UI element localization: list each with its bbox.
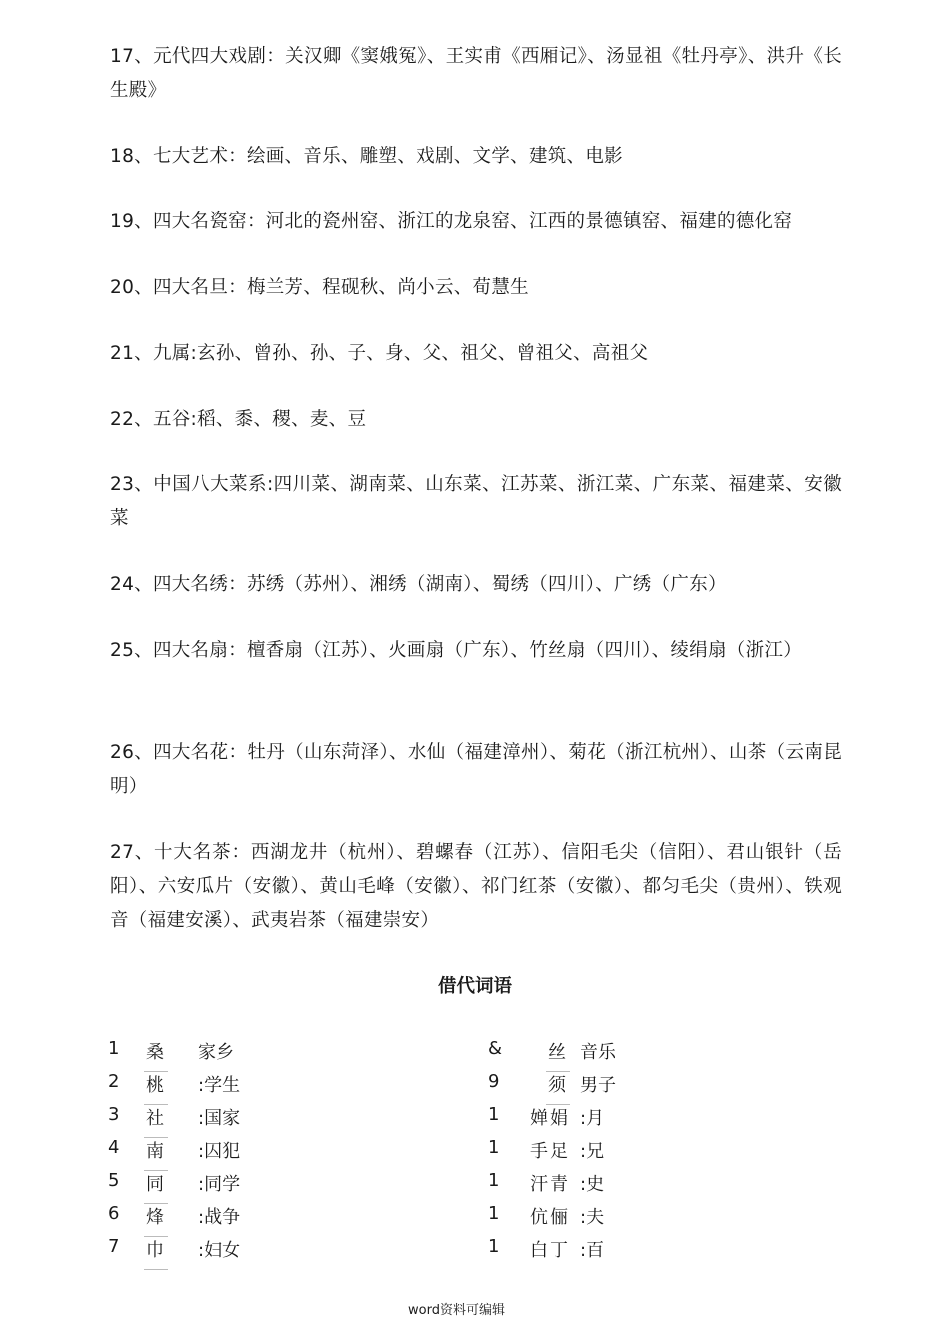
list-item (488, 1104, 788, 1137)
list-item (488, 1170, 788, 1203)
entry-18: 18、七大艺术：绘画、音乐、雕塑、戏剧、文学、建筑、电影 (110, 146, 623, 167)
list-item (108, 1038, 408, 1071)
list-item (108, 1170, 408, 1203)
entry-21: 21、九属:玄孙、曾孙、孙、子、身、父、祖父、曾祖父、高祖父 (110, 343, 649, 364)
item-meaning: 男子 (580, 1075, 616, 1096)
section-title: 借代词语 (437, 976, 512, 997)
entry-19: 19、四大名瓷窑：河北的瓷州窑、浙江的龙泉窑、江西的景德镇窑、福建的德化窑 (110, 211, 793, 232)
entry-26: 26、四大名花：牡丹（山东菏泽）、水仙（福建漳州）、菊花（浙江杭州）、山茶（云南昆明） (110, 742, 842, 797)
metonymy-list-right (488, 1038, 788, 1269)
list-item (108, 1137, 408, 1170)
list-item (488, 1203, 788, 1236)
item-meaning: :战争 (198, 1207, 241, 1228)
item-number: 4 (108, 1137, 120, 1158)
list-item (108, 1104, 408, 1137)
item-number: 1 (488, 1203, 500, 1224)
entry-27: 27、十大名茶：西湖龙井（杭州）、碧螺春（江苏）、信阳毛尖（信阳）、君山银针（岳阳）、六安瓜片（安徽）、黄山毛峰（安徽）、祁门红茶（安徽）、都匀毛尖（贵州）、铁观音（福建安溪）、武夷岩茶（福建崇安） (110, 842, 842, 931)
item-number: 1 (488, 1104, 500, 1125)
item-number: 7 (108, 1236, 120, 1257)
item-meaning: :学生 (198, 1075, 241, 1096)
list-item (488, 1236, 788, 1269)
item-word: 须 (548, 1071, 568, 1097)
item-word: 桑 (146, 1038, 166, 1064)
item-meaning: :同学 (198, 1174, 241, 1195)
entry-22: 22、五谷:稻、黍、稷、麦、豆 (110, 409, 367, 430)
item-word: 烽 (146, 1203, 166, 1229)
item-word: 丝 (548, 1038, 568, 1064)
item-number: 5 (108, 1170, 120, 1191)
item-meaning: :史 (580, 1174, 605, 1195)
item-number: 6 (108, 1203, 120, 1224)
item-word: 白丁 (530, 1240, 570, 1261)
item-word: 巾 (146, 1236, 166, 1262)
item-number: 1 (488, 1236, 500, 1257)
item-meaning: :囚犯 (198, 1141, 241, 1162)
item-word: 桃 (146, 1071, 166, 1097)
item-number: 2 (108, 1071, 120, 1092)
item-number: 1 (488, 1137, 500, 1158)
entry-17: 17、元代四大戏剧：关汉卿《窦娥冤》、王实甫《西厢记》、汤显祖《牡丹亭》、洪升《长生殿》 (110, 46, 842, 101)
item-number: 9 (488, 1071, 500, 1092)
item-word: 婵娟 (530, 1108, 570, 1129)
entry-20: 20、四大名旦：梅兰芳、程砚秋、尚小云、荀慧生 (110, 277, 529, 298)
item-meaning: :妇女 (198, 1240, 241, 1261)
item-meaning: 音乐 (580, 1042, 616, 1063)
list-item (108, 1203, 408, 1236)
item-number: 1 (108, 1038, 120, 1059)
item-meaning: :国家 (198, 1108, 241, 1129)
item-number: & (488, 1038, 503, 1059)
list-item (108, 1236, 408, 1269)
list-item (488, 1137, 788, 1170)
item-word: 手足 (530, 1141, 570, 1162)
item-word: 伉俪 (530, 1207, 570, 1228)
list-item (488, 1038, 788, 1071)
entry-23: 23、中国八大菜系:四川菜、湖南菜、山东菜、江苏菜、浙江菜、广东菜、福建菜、安徽菜 (110, 474, 842, 529)
item-number: 1 (488, 1170, 500, 1191)
item-meaning: :百 (580, 1240, 605, 1261)
entry-25: 25、四大名扇：檀香扇（江苏）、火画扇（广东）、竹丝扇（四川）、绫绢扇（浙江） (110, 640, 802, 661)
item-word: 南 (146, 1137, 166, 1163)
item-number: 3 (108, 1104, 120, 1125)
list-item (108, 1071, 408, 1104)
item-word: 社 (146, 1104, 166, 1130)
item-meaning: :兄 (580, 1141, 605, 1162)
item-meaning: :夫 (580, 1207, 605, 1228)
list-item (488, 1071, 788, 1104)
item-meaning: 家乡 (198, 1042, 234, 1063)
item-word: 汗青 (530, 1174, 570, 1195)
entry-24: 24、四大名绣：苏绣（苏州）、湘绣（湖南）、蜀绣（四川）、广绣（广东） (110, 574, 727, 595)
metonymy-list-left (108, 1038, 408, 1269)
item-word: 同 (146, 1170, 166, 1196)
item-meaning: :月 (580, 1108, 605, 1129)
footer-note: word资料可编辑 (408, 1303, 505, 1318)
